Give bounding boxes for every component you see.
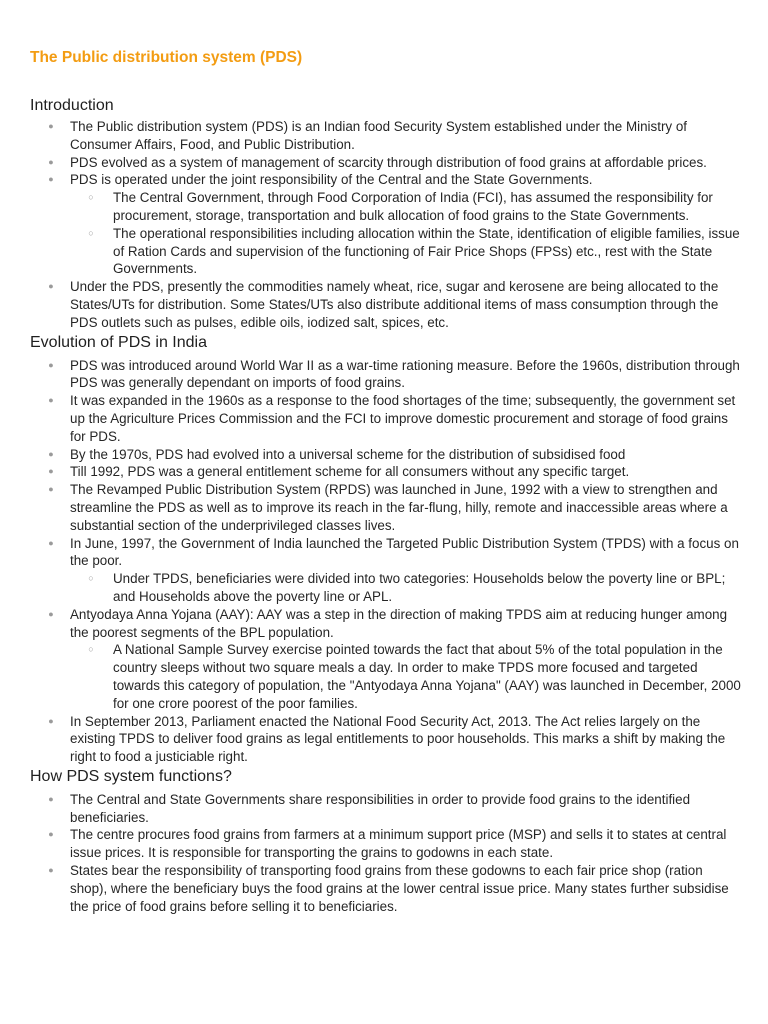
list-item (30, 862, 742, 915)
list-item-text: In June, 1997, the Government of India launched the Targeted Public Distribution System (TPDS) with a focus on the poor. (70, 535, 739, 569)
sub-bullet-icon: ○ (88, 644, 94, 655)
list-item-text: Under the PDS, presently the commodities namely wheat, rice, sugar and kerosene are being allocated to the States/UTs for distribution. Some States/UTs also distribute additional items of mass consumption through the PDS outlets such as pulses, edible oils, iodized salt, spices, etc. (70, 279, 719, 330)
list-item (30, 154, 742, 172)
list-item-text: The centre procures food grains from farmers at a minimum support price (MSP) and sells it to states at central issue prices. It is responsible for transporting the grains to godowns in each state. (70, 827, 727, 861)
sub-list-item-text: The Central Government, through Food Corporation of India (FCI), has assumed the responsibility for procurement, storage, transportation and bulk allocation of food grains to the State Governments. (113, 190, 713, 223)
introduction-list (30, 118, 742, 332)
list-item (30, 118, 742, 154)
list-item-text: Antyodaya Anna Yojana (AAY): AAY was a step in the direction of making TPDS aim at reducing hunger among the poorest segments of the BPL population. (70, 606, 728, 640)
sub-list-item (70, 189, 742, 225)
list-item (30, 357, 742, 393)
list-item-text: PDS is operated under the joint responsibility of the Central and the State Governments. (70, 172, 593, 188)
list-item (30, 463, 742, 481)
list-item (30, 446, 742, 464)
list-item (30, 606, 742, 713)
bullet-icon: ● (48, 156, 54, 167)
section-heading-introduction: Introduction (30, 97, 114, 114)
sub-list-item (70, 570, 742, 606)
sub-bullet-icon: ○ (88, 227, 94, 238)
sub-list-item-text: A National Sample Survey exercise pointed towards the fact that about 5% of the total population in the country sleeps without two square meals a day. In order to make TPDS more focused and targeted towards this category of population, the "Antyodaya Anna Yojana" (AAY) was launched in December, 2000 for one crore poorest of the poor families. (113, 642, 741, 711)
sub-bullet-icon: ○ (88, 573, 94, 584)
sub-list (70, 641, 742, 712)
bullet-icon: ● (48, 793, 54, 804)
evolution-list (30, 357, 742, 766)
list-item-text: The Public distribution system (PDS) is an Indian food Security System established under the Ministry of Consumer Affairs, Food, and Public Distribution. (70, 119, 687, 152)
list-item-text: By the 1970s, PDS had evolved into a universal scheme for the distribution of subsidised food (70, 446, 626, 462)
list-item-text: The Central and State Governments share responsibilities in order to provide food grains to the identified beneficiaries. (70, 791, 691, 825)
bullet-icon: ● (48, 395, 54, 406)
bullet-icon: ● (48, 174, 54, 185)
bullet-icon: ● (48, 608, 54, 619)
bullet-icon: ● (48, 865, 54, 876)
sub-list-item (70, 641, 742, 712)
list-item-text: PDS evolved as a system of management of scarcity through distribution of food grains at affordable prices. (70, 154, 707, 170)
sub-list-item (70, 225, 742, 278)
list-item-text: In September 2013, Parliament enacted the National Food Security Act, 2013. The Act relies largely on the existing TPDS to deliver food grains as legal entitlements to poor households. This marks a shift by making the right to food a justiciable right. (70, 713, 726, 765)
bullet-icon: ● (48, 537, 54, 548)
section-heading-evolution: Evolution of PDS in India (30, 333, 207, 351)
list-item (30, 171, 742, 278)
list-item (30, 826, 742, 862)
list-item (30, 535, 742, 606)
bullet-icon: ● (48, 359, 54, 370)
list-item (30, 278, 742, 331)
document-title: The Public distribution system (PDS) (30, 49, 303, 66)
list-item (30, 392, 742, 445)
list-item-text: It was expanded in the 1960s as a response to the food shortages of the time; subsequently, the government set up the Agriculture Prices Commission and the FCI to improve domestic procurement and storage of food grains for PDS. (70, 393, 736, 444)
list-item-text: Till 1992, PDS was a general entitlement scheme for all consumers without any specific target. (70, 464, 630, 480)
bullet-icon: ● (48, 829, 54, 840)
functions-list (30, 791, 742, 916)
section-heading-functions: How PDS system functions? (30, 767, 232, 785)
bullet-icon: ● (48, 715, 54, 726)
list-item (30, 791, 742, 827)
list-item-text: PDS was introduced around World War II as a war-time rationing measure. Before the 1960s, distribution through PDS was generally dependant on imports of food grains. (70, 357, 740, 391)
list-item-text: The Revamped Public Distribution System (RPDS) was launched in June, 1992 with a view to strengthen and streamline the PDS as well as to improve its reach in the far-flung, hilly, remote and inaccessible areas where a substantial section of the underprivileged classes lives. (70, 482, 728, 533)
sub-list (70, 570, 742, 606)
list-item (30, 481, 742, 534)
bullet-icon: ● (48, 281, 54, 292)
sub-list-item-text: Under TPDS, beneficiaries were divided into two categories: Households below the poverty line or BPL; and Households above the poverty line or APL. (113, 571, 726, 604)
sub-list-item-text: The operational responsibilities including allocation within the State, identification of eligible families, issue of Ration Cards and supervision of the functioning of Fair Price Shops (FPSs) etc., rest with the State Governments. (113, 225, 740, 277)
sub-list (70, 189, 742, 278)
bullet-icon: ● (48, 484, 54, 495)
bullet-icon: ● (48, 448, 54, 459)
list-item-text: States bear the responsibility of transporting food grains from these godowns to each fair price shop (ration shop), where the beneficiary buys the food grains at the lower central issue price. Many states further subsidise the price of food grains before selling it to beneficiaries. (70, 863, 729, 914)
bullet-icon: ● (48, 121, 54, 131)
document-page (30, 47, 742, 915)
list-item (30, 713, 742, 766)
sub-bullet-icon: ○ (88, 192, 94, 203)
bullet-icon: ● (48, 466, 54, 477)
